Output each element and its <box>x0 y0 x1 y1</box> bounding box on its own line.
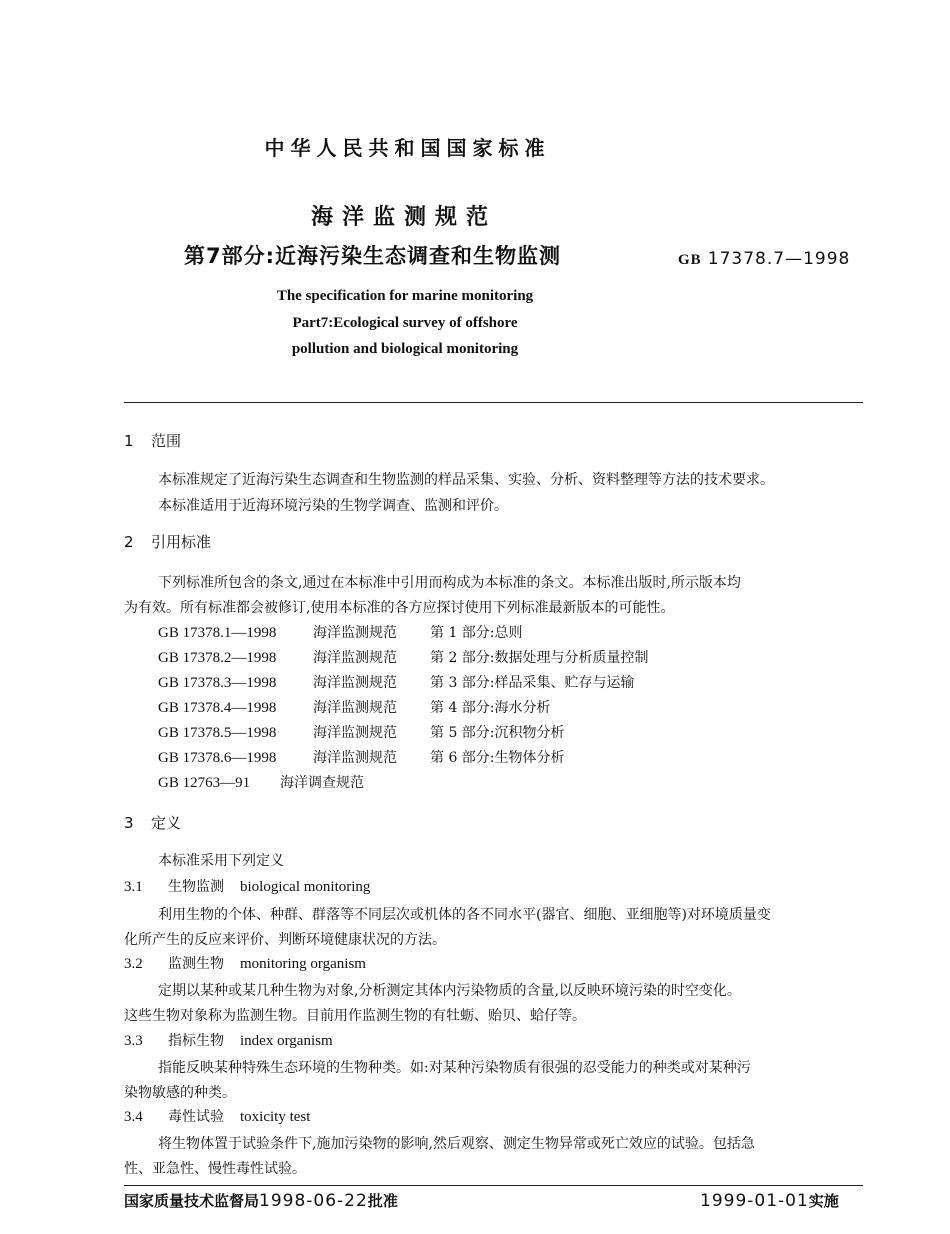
effective-statement <box>700 1190 839 1211</box>
reference-row <box>158 722 565 742</box>
reference-row <box>158 622 523 642</box>
reference-code: GB 17378.5—1998 <box>158 725 277 741</box>
reference-name: 海洋监测规范 <box>313 675 397 691</box>
definition-number: 3.4 <box>124 1109 143 1125</box>
english-title-line-3: pollution and biological monitoring <box>291 341 519 357</box>
national-standard-heading: 中华人民共和国国家标准 <box>264 136 551 160</box>
reference-part: 第 1 部分:总则 <box>430 625 523 641</box>
definition-term: 指标生物 <box>168 1033 224 1049</box>
reference-name: 海洋监测规范 <box>313 700 397 716</box>
section-2-heading <box>124 531 211 552</box>
definition-text-line-2: 这些生物对象称为监测生物。目前用作监测生物的有牡蛎、贻贝、蛤仔等。 <box>124 1008 586 1024</box>
section-1-heading <box>124 430 181 451</box>
reference-row <box>158 697 551 717</box>
section-3-heading <box>124 812 181 833</box>
definition-text-line-1: 定期以某种或某几种生物为对象,分析测定其体内污染物质的含量,以反映环境污染的时空变化。 <box>158 983 741 999</box>
section-2-paragraph-line-1: 下列标准所包含的条文,通过在本标准中引用而构成为本标准的条文。本标准出版时,所示版本均 <box>158 575 741 591</box>
reference-row <box>158 647 649 667</box>
standard-prefix: GB <box>678 252 702 268</box>
section-title: 范围 <box>151 432 182 450</box>
reference-name: 海洋监测规范 <box>313 625 397 641</box>
reference-name: 海洋监测规范 <box>313 725 397 741</box>
reference-part: 第 2 部分:数据处理与分析质量控制 <box>430 650 649 666</box>
definition-number: 3.1 <box>124 879 143 895</box>
approval-date: 1998-06-22 <box>259 1191 368 1211</box>
approval-label: 批准 <box>367 1192 398 1210</box>
definition-text-line-2: 染物敏感的种类。 <box>124 1085 236 1101</box>
reference-code: GB 17378.6—1998 <box>158 750 277 766</box>
section-number: 2 <box>124 533 134 551</box>
standard-title: 海洋监测规范 <box>310 205 497 230</box>
definition-term-english: biological monitoring <box>240 879 371 895</box>
footer-divider <box>124 1185 863 1186</box>
definition-heading <box>124 1106 310 1126</box>
definition-term: 毒性试验 <box>168 1109 224 1125</box>
section-title: 引用标准 <box>151 533 212 551</box>
english-title-line-1: The specification for marine monitoring <box>276 288 534 304</box>
effective-label: 实施 <box>808 1192 839 1210</box>
reference-row <box>158 772 364 792</box>
reference-code: GB 17378.2—1998 <box>158 650 277 666</box>
definition-number: 3.2 <box>124 956 143 972</box>
english-title-line-2: Part7:Ecological survey of offshore <box>292 315 518 331</box>
standard-number <box>678 249 850 269</box>
definition-term-english: toxicity test <box>240 1109 311 1125</box>
section-1-paragraph-2: 本标准适用于近海环境污染的生物学调查、监测和评价。 <box>158 498 508 514</box>
definition-text-line-1: 将生物体置于试验条件下,施加污染物的影响,然后观察、测定生物异常或死亡效应的试验。包括急 <box>158 1136 755 1152</box>
definition-text-line-1: 指能反映某种特殊生态环境的生物种类。如:对某种污染物质有很强的忍受能力的种类或对某种污 <box>158 1060 751 1076</box>
reference-code: GB 17378.4—1998 <box>158 700 277 716</box>
section-1-paragraph-1: 本标准规定了近海污染生态调查和生物监测的样品采集、实验、分析、资料整理等方法的技术要求。 <box>158 472 774 488</box>
reference-code: GB 12763—91 <box>158 775 251 791</box>
definition-heading <box>124 876 370 896</box>
section-number: 3 <box>124 814 134 832</box>
reference-part: 第 5 部分:沉积物分析 <box>430 725 565 741</box>
definition-number: 3.3 <box>124 1033 143 1049</box>
header-divider <box>124 402 863 403</box>
approver: 国家质量技术监督局 <box>124 1192 260 1210</box>
section-number: 1 <box>124 432 134 450</box>
reference-name: 海洋监测规范 <box>313 750 397 766</box>
definition-text-line-2: 性、亚急性、慢性毒性试验。 <box>124 1161 306 1177</box>
definition-heading <box>124 953 366 973</box>
definition-term: 监测生物 <box>168 956 224 972</box>
reference-part: 第 4 部分:海水分析 <box>430 700 551 716</box>
definition-term-english: monitoring organism <box>240 956 366 972</box>
reference-part: 第 6 部分:生物体分析 <box>430 750 565 766</box>
standard-code: 17378.7—1998 <box>707 249 851 269</box>
section-title: 定义 <box>151 814 182 832</box>
definition-term-english: index organism <box>240 1033 333 1049</box>
reference-code: GB 17378.3—1998 <box>158 675 277 691</box>
definition-text-line-1: 利用生物的个体、种群、群落等不同层次或机体的各不同水平(器官、细胞、亚细胞等)对环境质量变 <box>158 907 771 923</box>
section-3-intro: 本标准采用下列定义 <box>158 853 284 869</box>
definition-text-line-2: 化所产生的反应来评价、判断环境健康状况的方法。 <box>124 932 446 948</box>
reference-name: 海洋监测规范 <box>313 650 397 666</box>
reference-code: GB 17378.1—1998 <box>158 625 277 641</box>
section-2-paragraph-line-2: 为有效。所有标准都会被修订,使用本标准的各方应探讨使用下列标准最新版本的可能性。 <box>124 600 675 616</box>
reference-row <box>158 672 635 692</box>
approval-statement <box>124 1190 398 1211</box>
reference-row <box>158 747 565 767</box>
definition-heading <box>124 1030 333 1050</box>
definition-term: 生物监测 <box>168 879 224 895</box>
effective-date: 1999-01-01 <box>700 1191 809 1211</box>
reference-name: 海洋调查规范 <box>280 775 364 791</box>
reference-part: 第 3 部分:样品采集、贮存与运输 <box>430 675 635 691</box>
standard-subtitle: 第7部分:近海污染生态调查和生物监测 <box>184 244 562 268</box>
